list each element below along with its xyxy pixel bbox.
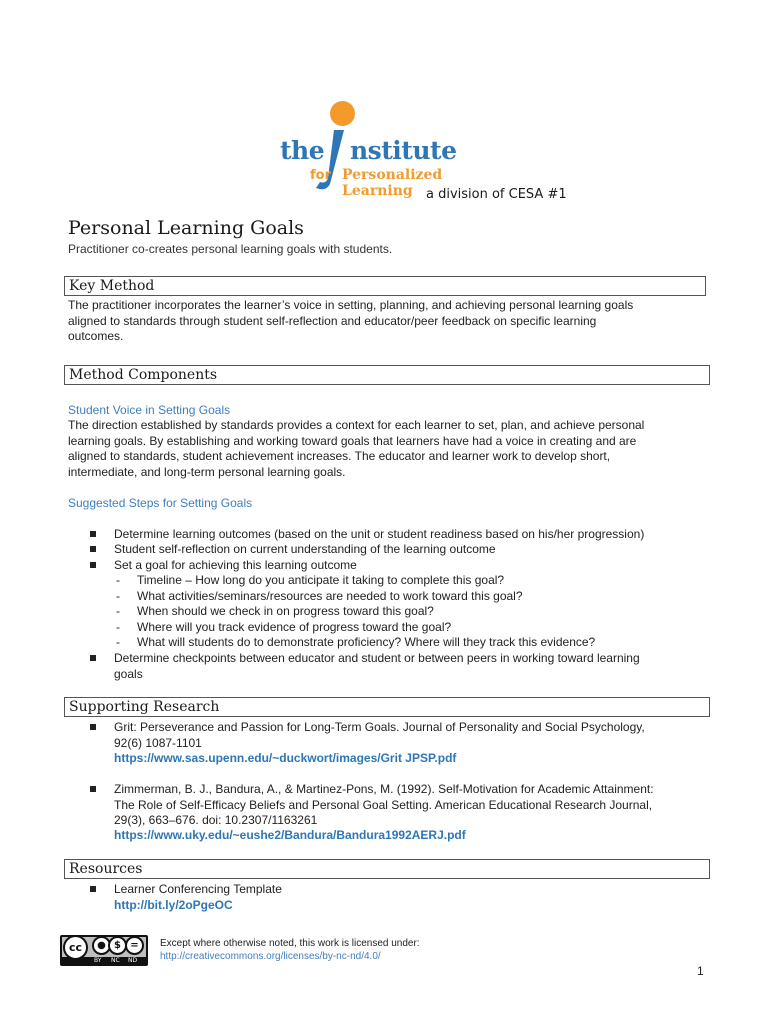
dash-marker: -: [116, 604, 120, 618]
dash-marker: -: [116, 620, 120, 634]
text-line: Grit: Perseverance and Passion for Long-Term Goals. Journal of Personality and Social Psychology,: [114, 720, 645, 734]
logo-division: a division of CESA #1: [426, 187, 567, 202]
text-line: aligned to standards, student achievement increases. The educator and learner work to develop short,: [68, 449, 611, 463]
suggested-steps-heading: Suggested Steps for Setting Goals: [68, 496, 253, 510]
list-item: Set a goal for achieving this learning outcome: [114, 558, 357, 572]
text-line: The direction established by standards provides a context for each learner to set, plan, and achieve personal: [68, 418, 645, 432]
bullet-icon: [90, 655, 96, 661]
list-subitem: Timeline – How long do you anticipate it taking to complete this goal?: [137, 573, 505, 587]
grit-paper-link[interactable]: https://www.sas.upenn.edu/~duckwort/images/Grit JPSP.pdf: [114, 751, 457, 765]
resources-heading: Resources: [69, 861, 143, 877]
by-attribution-icon: ●: [92, 936, 111, 955]
resource-item: Learner Conferencing Template: [114, 882, 282, 896]
student-voice-text: [68, 418, 644, 480]
text-line: The Role of Self-Efficacy Beliefs and Personal Goal Setting. American Educational Research Journal,: [114, 797, 653, 812]
page-number: 1: [697, 964, 704, 978]
list-subitem: What will students do to demonstrate proficiency? Where will they track this evidence?: [137, 635, 596, 649]
logo-nstitute: nstitute: [350, 136, 457, 165]
logo-the: the: [280, 136, 325, 165]
list-subitem: When should we check in on progress toward this goal?: [137, 604, 434, 618]
text-line: learning goals. By establishing and working toward goals that learners have had a voice in creating and are: [68, 433, 637, 448]
list-subitem: What activities/seminars/resources are needed to work toward this goal?: [137, 589, 523, 603]
bullet-icon: [90, 546, 96, 552]
supporting-research-heading: Supporting Research: [69, 699, 220, 715]
institute-logo: [276, 96, 567, 208]
reference-item: [114, 720, 645, 751]
conferencing-template-link[interactable]: http://bit.ly/2oPgeOC: [114, 898, 233, 912]
logo-personalized-learning: Personalized Learning: [342, 167, 443, 199]
noderivatives-icon: =: [125, 936, 144, 955]
key-method-heading: Key Method: [69, 278, 155, 294]
bullet-icon: [90, 724, 96, 730]
method-components-heading-box: [64, 365, 710, 385]
text-line: intermediate, and long-term personal learning goals.: [68, 464, 346, 479]
text-line: The practitioner incorporates the learner’s voice in setting, planning, and achieving personal learning goals: [68, 298, 634, 312]
bullet-icon: [90, 886, 96, 892]
list-item: Student self-reflection on current understanding of the learning outcome: [114, 542, 496, 556]
bandura-paper-link[interactable]: https://www.uky.edu/~eushe2/Bandura/Bandura1992AERJ.pdf: [114, 828, 466, 842]
reference-item: [114, 782, 654, 829]
logo-for: for: [310, 168, 331, 183]
cc-nd-label: ND: [128, 957, 138, 964]
bullet-icon: [90, 531, 96, 537]
list-item: Determine learning outcomes (based on the unit or student readiness based on his/her progression): [114, 527, 645, 541]
list-item: [114, 651, 640, 682]
text-line: 29(3), 663–676. doi: 10.2307/1163261: [114, 813, 318, 827]
text-line: outcomes.: [68, 329, 124, 343]
license-link[interactable]: http://creativecommons.org/licenses/by-nc-nd/4.0/: [160, 951, 381, 962]
cc-icon: cc: [63, 935, 88, 960]
list-subitem: Where will you track evidence of progress toward the goal?: [137, 620, 452, 634]
license-text: Except where otherwise noted, this work is licensed under:: [160, 938, 420, 949]
key-method-heading-box: [64, 276, 706, 296]
noncommercial-icon: $: [108, 936, 127, 955]
resources-heading-box: [64, 859, 710, 879]
cc-nc-label: NC: [111, 957, 120, 964]
method-components-heading: Method Components: [69, 367, 218, 383]
page-title: Personal Learning Goals: [68, 217, 304, 239]
student-voice-heading: Student Voice in Setting Goals: [68, 403, 231, 417]
key-method-text: [68, 298, 633, 345]
dash-marker: -: [116, 635, 120, 649]
cc-by-label: BY: [94, 957, 102, 964]
text-line: 92(6) 1087-1101: [114, 735, 202, 750]
text-line: goals: [114, 666, 143, 681]
dash-marker: -: [116, 589, 120, 603]
dash-marker: -: [116, 573, 120, 587]
text-line: Determine checkpoints between educator and student or between peers in working toward learning: [114, 651, 640, 665]
text-line: aligned to standards through student self-reflection and educator/peer feedback on specific learning: [68, 313, 597, 328]
supporting-research-heading-box: [64, 697, 710, 717]
page-subtitle: Practitioner co-creates personal learning goals with students.: [68, 242, 393, 256]
bullet-icon: [90, 786, 96, 792]
cc-license-badge[interactable]: [60, 935, 148, 966]
bullet-icon: [90, 562, 96, 568]
text-line: Zimmerman, B. J., Bandura, A., & Martinez-Pons, M. (1992). Self-Motivation for Academic Attainment:: [114, 782, 654, 796]
